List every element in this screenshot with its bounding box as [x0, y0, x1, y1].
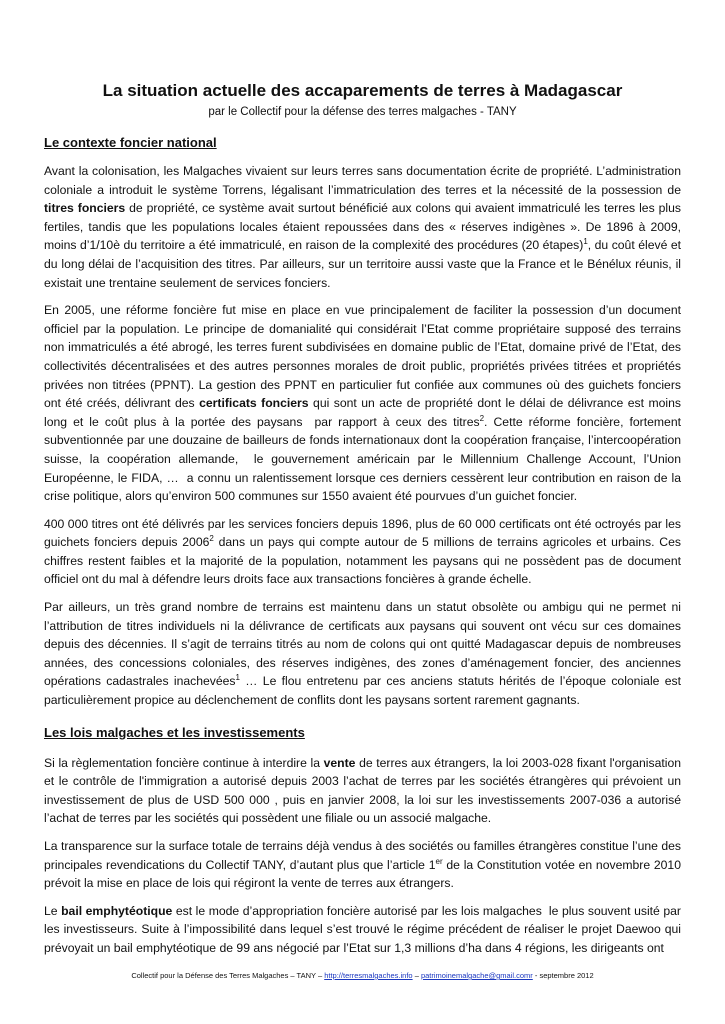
document-subtitle: par le Collectif pour la défense des terres malgaches - TANY — [208, 106, 517, 118]
section-lois-investissements — [44, 724, 681, 958]
footer-separator: – — [412, 971, 421, 980]
paragraph: En 2005, une réforme foncière fut mise en place en vue principalement de faciliter la possession d’un document officiel par la population. Le principe de domanialité qui considérait l’Etat comme propriétaire supposé des terrains non immatriculés a été abrogé, les terres furent subdivisées en domaine public de l’Etat, domaine privé de l’Etat, des collectivités décentralisées et des autres personnes morales de droit public, propriétés privées titrées et propriétés privées non titrées (PPNT). La gestion des PPNT en particulier fut confiée aux communes où des guichets fonciers ont été créés, délivrant des certificats fonciers qui sont un acte de propriété dont le délai de délivrance est moins long et le coût plus à la portée des paysans par rapport à ceux des titres$^2$. Cette réforme foncière, fortement subventionnée par une douzaine de bailleurs de fonds internationaux dont la coopération française, l’intercoopération suisse, la coopération allemande, le gouvernement américain par le Millennium Challenge Account, l’Union Européenne, le FIDA, … a connu un ralentissement lorsque ces derniers cessèrent leur contribution en raison de la crise politique, alors qu’environ 500 communes sur 1550 avaient été pourvues d’un guichet foncier. — [44, 303, 681, 504]
paragraph: 400 000 titres ont été délivrés par les services fonciers depuis 1896, plus de 60 000 certificats ont été octroyés par les guichets fonciers depuis 2006$^2$ dans un pays qui compte autour de 5 millions de terrains agricoles et urbains. Ces chiffres restent faibles et la majorité de la population, notamment les paysans qui ne possèdent pas de document officiel ont du mal à défendre leurs droits face aux transactions foncières à grande échelle. — [44, 516, 681, 587]
section-contexte-foncier — [44, 134, 681, 710]
paragraph: Par ailleurs, un très grand nombre de terrains est maintenu dans un statut obsolète ou ambigu qui ne permet ni l’attribution de titres individuels ni la délivrance de certificats aux paysans qui souvent ont vécu sur ces domaines depuis des décennies. Il s’agit de terrains titrés au nom de colons qui ont quitté Madagascar depuis de nombreuses années, des concessions coloniales, des réserves indigènes, des zones d’aménagement foncier, des anciennes opérations cadastrales inachevées$^1$ … Le flou entretenu par ces anciens statuts hérités de l’époque coloniale est particulièrement propice au déclenchement de conflits dont les paysans sortent rarement gagnants. — [44, 600, 681, 708]
paragraph: Avant la colonisation, les Malgaches vivaient sur leurs terres sans documentation écrite de propriété. L’administration coloniale a introduit le système Torrens, légalisant l’immatriculation des terres et la nécessité de la possession de titres fonciers de propriété, ce système avait surtout bénéficié aux colons qui avaient immatriculé les terres les plus fertiles, tandis que les populations locales étaient repoussées dans des « réserves indigènes ». De 1896 à 2009, moins d’1/10è du territoire a été immatriculé, en raison de la complexité des procédures (20 étapes)$^1$, du coût élevé et du long délai de l’acquisition des titres. Par ailleurs, sur un territoire aussi vaste que la France et le Bénélux réunis, il existait une trentaine seulement de services fonciers. — [44, 164, 681, 290]
paragraph: La transparence sur la surface totale de terrains déjà vendus à des sociétés ou familles étrangères constitue l’une des principales revendications du Collectif TANY, d’autant plus que l’article 1er de la Constitution votée en novembre 2010 prévoit la mise en place de lois qui régiront la vente de terres aux étrangers. — [44, 839, 681, 891]
section-heading: Les lois malgaches et les investissements — [44, 724, 305, 740]
paragraph: Si la règlementation foncière continue à interdire la vente de terres aux étrangers, la loi 2003-028 fixant l'organisation et le contrôle de l'immigration a autorisé depuis 2003 l’achat de terres par les sociétés étrangères qui prévoient un investissement de plus de USD 500 000 , puis en janvier 2008, la loi sur les investissements 2007-036 a autorisé l’achat de terres par les sociétés qui possèdent une filiale ou un associé malgache. — [44, 755, 682, 826]
footer-date: - septembre 2012 — [532, 971, 594, 980]
email-link[interactable]: patrimoinemalgache@gmail.comr — [420, 971, 533, 980]
document-page — [44, 80, 681, 958]
document-title: La situation actuelle des accaparements de terres à Madagascar — [102, 81, 623, 100]
paragraph: Le bail emphytéotique est le mode d’appropriation foncière autorisé par les lois malgaches le plus souvent usité par les investisseurs. Suite à l’impossibilité dans lequel s’est trouvé le régime précédent de réaliser le projet Daewoo qui prévoyait un bail emphytéotique de 99 ans négocié par l’Etat sur 1,3 millions d’ha dans 4 régions, les dirigeants ont — [44, 903, 681, 955]
website-link[interactable]: http://terresmalgaches.info — [324, 971, 413, 980]
page-footer — [0, 971, 725, 980]
footer-text: Collectif pour la Défense des Terres Malgaches – TANY – — [131, 971, 325, 980]
section-heading: Le contexte foncier national — [44, 135, 217, 150]
